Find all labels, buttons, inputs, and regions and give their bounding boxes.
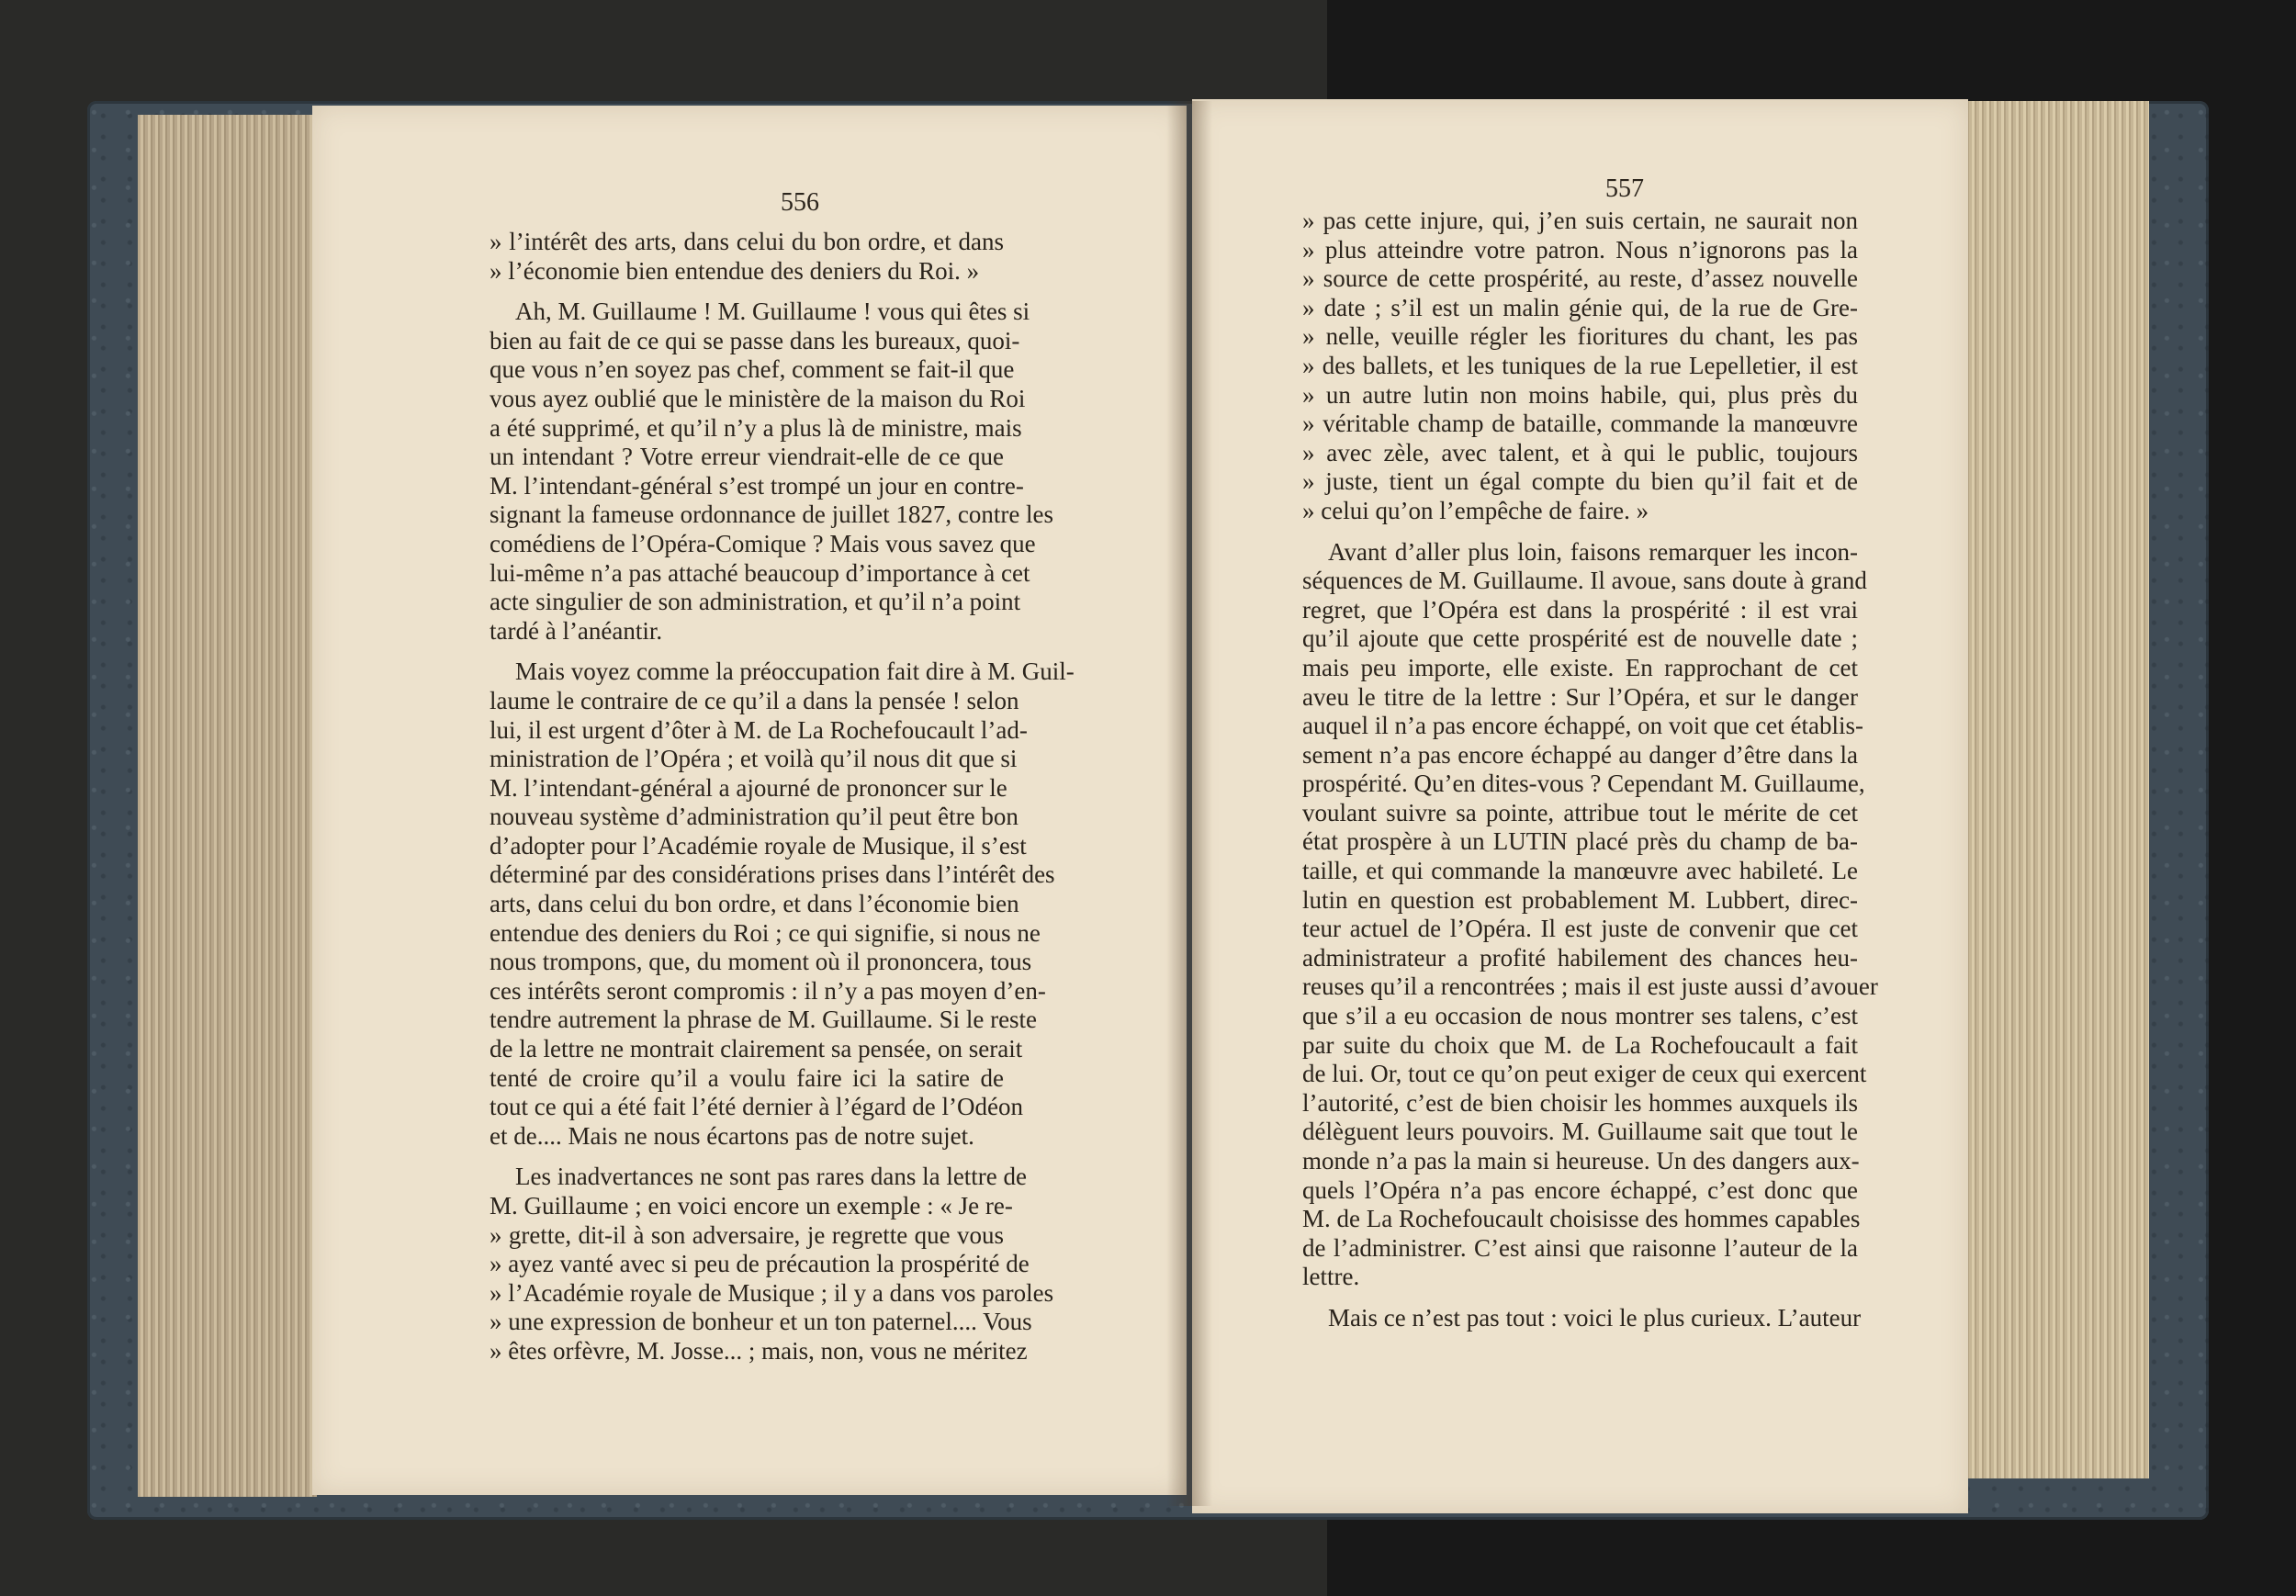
text-line: M. l’intendant-général a ajourné de prononcer sur le (490, 773, 1007, 802)
text-line: et de.... Mais ne nous écartons pas de notre sujet. (490, 1121, 974, 1150)
text-line: Les inadvertances ne sont pas rares dans la lettre de (515, 1163, 1028, 1191)
text-line: » un autre lutin non moins habile, qui, plus près du (1302, 380, 1858, 409)
text-line: de lui. Or, tout ce qu’on peut exiger de ceux qui exercent (1302, 1060, 1867, 1088)
text-line: mais peu importe, elle existe. En rapprochant de cet (1302, 653, 1858, 681)
text-line: teur actuel de l’Opéra. Il est juste de convenir que cet (1302, 915, 1858, 943)
text-line: déterminé par des considérations prises dans l’intérêt des (490, 860, 1055, 889)
text-line: l’autorité, c’est de bien choisir les hommes auxquels ils (1302, 1088, 1858, 1117)
text-line: aveu le titre de la lettre : Sur l’Opéra, et sur le danger (1302, 682, 1858, 711)
text-line: M. Guillaume ; en voici encore un exemple : « Je re- (490, 1192, 1013, 1219)
text-line: laume le contraire de ce qu’il a dans la pensée ! selon (490, 686, 1019, 714)
page-edges-left (138, 115, 317, 1497)
text-line: lui, il est urgent d’ôter à M. de La Rochefoucault l’ad- (490, 715, 1028, 744)
text-line: Ah, M. Guillaume ! M. Guillaume ! vous qui êtes si (515, 298, 1030, 326)
text-line: tendre autrement la phrase de M. Guillaume. Si le reste (490, 1006, 1038, 1034)
text-line: tenté de croire qu’il a voulu faire ici la satire de (490, 1063, 1004, 1092)
text-line: » date ; s’il est un malin génie qui, de la rue de Gre- (1302, 293, 1858, 321)
text-line: » véritable champ de bataille, commande la manœuvre (1302, 410, 1858, 438)
text-line: sement n’a pas encore échappé au danger d’être dans la (1302, 740, 1858, 769)
book-gutter (1166, 101, 1212, 1506)
text-line: un intendant ? Votre erreur viendrait-elle de ce que (490, 443, 1004, 471)
left-page-text (490, 228, 1075, 1366)
text-line: » l’économie bien entendue des deniers du Roi. » (490, 256, 980, 285)
text-line: de l’administrer. C’est ainsi que raisonne l’auteur de la (1302, 1233, 1858, 1262)
text-line: reuses qu’il a rencontrées ; mais il est juste aussi d’avouer (1302, 972, 1878, 1001)
text-line: » avec zèle, avec talent, et à qui le public, toujours (1302, 438, 1858, 466)
text-line: acte singulier de son administration, et qu’il n’a point (490, 588, 1021, 616)
text-line: entendue des deniers du Roi ; ce qui signifie, si nous ne (490, 918, 1041, 947)
text-line: quels l’Opéra n’a pas encore échappé, c’est donc que (1302, 1175, 1858, 1204)
text-line: Avant d’aller plus loin, faisons remarquer les incon- (1328, 537, 1858, 566)
text-line: administrateur a profité habilement des chances heu- (1302, 943, 1858, 972)
text-line: que s’il a eu occasion de nous montrer ses talens, c’est (1302, 1002, 1858, 1030)
text-line: » l’Académie royale de Musique ; il y a dans vos paroles (490, 1278, 1054, 1307)
text-line: séquences de M. Guillaume. Il avoue, sans doute à grand (1302, 567, 1867, 595)
text-line: tout ce qui a été fait l’été dernier à l’égard de l’Odéon (490, 1093, 1023, 1121)
text-line: voulant suivre sa pointe, attribue tout le mérite de cet (1302, 798, 1858, 826)
text-line: taille, et qui commande la manœuvre avec habileté. Le (1302, 857, 1858, 885)
text-line: » une expression de bonheur et un ton paternel.... Vous (490, 1308, 1032, 1336)
text-line: que vous n’en soyez pas chef, comment se fait-il que (490, 355, 1015, 384)
right-page-text (1302, 207, 1878, 1333)
text-line: lui-même n’a pas attaché beaucoup d’importance à cet (490, 558, 1030, 587)
left-page (312, 106, 1187, 1495)
text-line: auquel il n’a pas encore échappé, on voit que cet établis- (1302, 712, 1863, 740)
text-line: vous ayez oublié que le ministère de la maison du Roi (490, 384, 1026, 412)
text-line: lutin en question est probablement M. Lubbert, direc- (1302, 885, 1858, 914)
text-line: ministration de l’Opéra ; et voilà qu’il nous dit que si (490, 745, 1018, 773)
text-line: Mais ce n’est pas tout : voici le plus curieux. L’auteur (1328, 1303, 1862, 1332)
text-line: a été supprimé, et qu’il n’y a plus là de ministre, mais (490, 413, 1022, 442)
text-line: signant la fameuse ordonnance de juillet 1827, contre les (490, 500, 1054, 529)
text-line: » êtes orfèvre, M. Josse... ; mais, non, vous ne méritez (490, 1336, 1028, 1365)
text-line: arts, dans celui du bon ordre, et dans l’économie bien (490, 890, 1019, 918)
text-line: » celui qu’on l’empêche de faire. » (1302, 496, 1649, 524)
text-line: M. de La Rochefoucault choisisse des hommes capables (1302, 1205, 1861, 1233)
text-line: nous trompons, que, du moment où il prononcera, tous (490, 948, 1032, 976)
text-line: M. l’intendant-général s’est trompé un jour en contre- (490, 471, 1024, 500)
page-number-right: 557 (1605, 174, 1644, 203)
text-line: d’adopter pour l’Académie royale de Musique, il s’est (490, 831, 1027, 860)
text-line: tardé à l’anéantir. (490, 616, 663, 645)
text-line: comédiens de l’Opéra-Comique ? Mais vous savez que (490, 529, 1036, 557)
text-line: » grette, dit-il à son adversaire, je regrette que vous (490, 1220, 1004, 1249)
text-line: » ayez vanté avec si peu de précaution la prospérité de (490, 1250, 1030, 1278)
text-line: délèguent leurs pouvoirs. M. Guillaume sait que tout le (1302, 1118, 1858, 1146)
page-number-left: 556 (781, 188, 819, 217)
text-line: par suite du choix que M. de La Rochefoucault a fait (1302, 1030, 1858, 1059)
text-line: ces intérêts seront compromis : il n’y a pas moyen d’en- (490, 976, 1046, 1005)
text-line: » plus atteindre votre patron. Nous n’ignorons pas la (1302, 235, 1858, 264)
text-line: état prospère à un LUTIN placé près du champ de ba- (1302, 827, 1858, 856)
text-line: » pas cette injure, qui, j’en suis certain, ne saurait non (1302, 207, 1858, 234)
text-line: Mais voyez comme la préoccupation fait dire à M. Guil- (515, 658, 1075, 686)
text-line: qu’il ajoute que cette prospérité est de nouvelle date ; (1302, 624, 1858, 653)
text-line: » nelle, veuille régler les fioritures du chant, les pas (1302, 322, 1858, 351)
text-line: nouveau système d’administration qu’il peut être bon (490, 803, 1019, 831)
page-edges-right (1947, 101, 2149, 1478)
right-page (1192, 99, 1968, 1513)
text-line: » l’intérêt des arts, dans celui du bon ordre, et dans (490, 228, 1004, 255)
text-line: » source de cette prospérité, au reste, d’assez nouvelle (1302, 264, 1858, 293)
text-line: bien au fait de ce qui se passe dans les bureaux, quoi- (490, 326, 1020, 354)
text-line: regret, que l’Opéra est dans la prospérité : il est vrai (1302, 595, 1858, 624)
text-line: » juste, tient un égal compte du bien qu’il fait et de (1302, 467, 1858, 496)
text-line: de la lettre ne montrait clairement sa pensée, on serait (490, 1035, 1023, 1063)
text-line: prospérité. Qu’en dites-vous ? Cependant M. Guillaume, (1302, 770, 1865, 798)
text-line: » des ballets, et les tuniques de la rue Lepelletier, il est (1302, 351, 1858, 379)
text-line: monde n’a pas la main si heureuse. Un des dangers aux- (1302, 1147, 1860, 1175)
text-line: lettre. (1302, 1263, 1360, 1291)
